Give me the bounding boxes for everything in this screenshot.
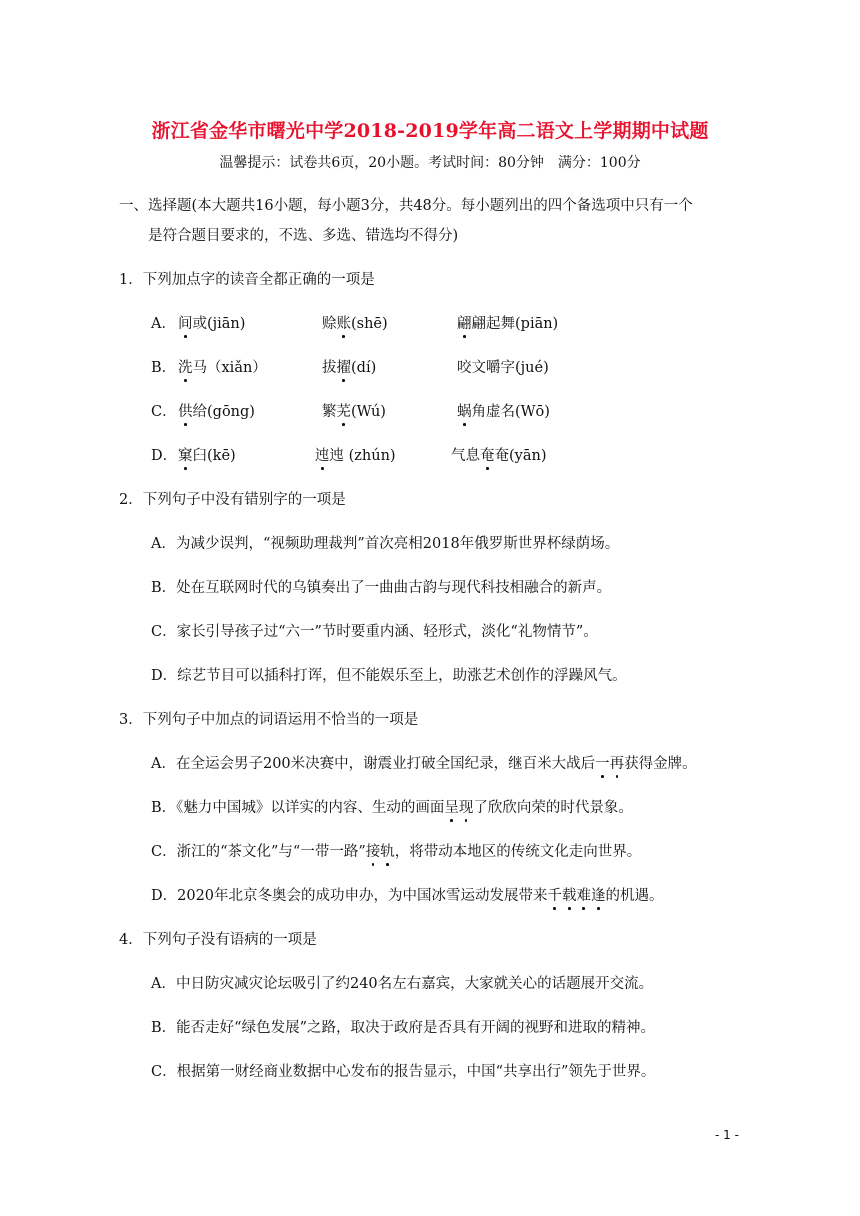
q1-a-label: A． <box>151 316 176 332</box>
dotted-char: 窠 <box>178 448 193 464</box>
text-run: 奄(yān) <box>494 448 547 464</box>
text-run: (Wú) <box>351 404 386 420</box>
q3-option-b <box>151 796 633 817</box>
dotted-char: 轨 <box>380 844 395 860</box>
text-run: D．2020年北京冬奥会的成功申办，为中国冰雪运动发展带来 <box>151 888 548 904</box>
q1-a-word3 <box>457 312 558 333</box>
text-run: 的机遇。 <box>605 888 664 904</box>
text-run: 翩起舞(piān) <box>471 316 559 332</box>
text-run: ，将带动本地区的传统文化走向世界。 <box>394 844 642 860</box>
dotted-char: 载 <box>562 888 577 904</box>
text-run: C．浙江的“茶文化”与“一带一路” <box>151 844 366 860</box>
q1-c-word3 <box>457 400 550 421</box>
text-run: 迍 (zhún) <box>329 448 396 464</box>
q2-stem: 2．下列句子中没有错别字的一项是 <box>119 492 346 508</box>
text-run: B．《魅力中国城》以详实的内容、生动的画面 <box>151 800 445 816</box>
q1-c-word2 <box>322 400 386 421</box>
q1-b-word3 <box>457 356 549 377</box>
q4-stem: 4．下列句子没有语病的一项是 <box>119 932 317 948</box>
dotted-char: 难 <box>576 888 592 904</box>
q1-b-word2 <box>322 356 376 377</box>
q2-option-d: D．综艺节目可以插科打诨，但不能娱乐至上，助涨艺术创作的浮躁风气。 <box>151 668 627 684</box>
q3-stem: 3．下列句子中加点的词语运用不恰当的一项是 <box>119 712 419 728</box>
dotted-char: 翩 <box>457 316 472 332</box>
dotted-char: 芜 <box>336 404 351 420</box>
exam-tip: 温馨提示：试卷共6页，20小题。考试时间：80分钟 满分：100分 <box>219 155 641 171</box>
text-run: 拔 <box>322 360 337 376</box>
q3-option-c <box>151 840 641 861</box>
text-run: (shē) <box>351 316 388 332</box>
text-run: 或(jiān) <box>192 316 246 332</box>
q1-d-word3 <box>451 444 547 465</box>
q1-a-word2 <box>322 312 388 333</box>
dotted-char: 擢 <box>336 360 351 376</box>
text-run: 马（xiǎn） <box>192 360 267 376</box>
q4-option-c: C．根据第一财经商业数据中心发布的报告显示，中国“共享出行”领先于世界。 <box>151 1064 656 1080</box>
text-run: 繁 <box>322 404 337 420</box>
q1-b-label: B． <box>151 360 177 376</box>
text-run: 角虚名(Wō) <box>471 404 550 420</box>
dotted-char: 间 <box>178 316 193 332</box>
q1-c-word1 <box>178 400 255 421</box>
q3-option-d <box>151 884 664 905</box>
text-run: (dí) <box>351 360 377 376</box>
text-run: 气息 <box>451 448 480 464</box>
q3-option-a <box>151 752 697 773</box>
dotted-char: 接 <box>365 844 381 860</box>
dotted-char: 现 <box>458 800 474 816</box>
q1-c-label: C． <box>151 404 177 420</box>
dotted-char: 逢 <box>591 888 606 904</box>
text-run: 赊 <box>322 316 337 332</box>
q4-option-a: A．中日防灾减灾论坛吸引了约240名左右嘉宾，大家就关心的话题展开交流。 <box>151 976 654 992</box>
section-heading-line1: 一、选择题(本大题共16小题，每小题3分，共48分。每小题列出的四个备选项中只有一个 <box>119 198 693 214</box>
dotted-char: 账 <box>336 316 351 332</box>
text-run: 了欣欣向荣的时代景象。 <box>473 800 633 816</box>
text-run: 获得金牌。 <box>624 756 697 772</box>
dotted-char: 呈 <box>444 800 459 816</box>
q1-d-word1 <box>178 444 236 465</box>
text-run: 咬文嚼字(jué) <box>457 360 549 376</box>
dotted-char: 千 <box>547 888 563 904</box>
dotted-char: 蜗 <box>457 404 472 420</box>
q1-d-label: D． <box>151 448 178 464</box>
dotted-char: 再 <box>609 756 625 772</box>
page-title: 浙江省金华市曙光中学2018-2019学年高二语文上学期期中试题 <box>151 120 709 142</box>
dotted-char: 一 <box>595 756 610 772</box>
q2-option-b: B．处在互联网时代的乌镇奏出了一曲曲古韵与现代科技相融合的新声。 <box>151 580 612 596</box>
q1-b-word1 <box>178 356 267 377</box>
text-run: A．在全运会男子200米决赛中，谢震业打破全国纪录，继百米大战后 <box>151 756 596 772</box>
q1-stem: 1．下列加点字的读音全都正确的一项是 <box>119 272 375 288</box>
page-number: - 1 - <box>715 1128 739 1142</box>
q1-d-word2 <box>315 444 396 465</box>
q1-a-word1 <box>178 312 245 333</box>
dotted-char: 供 <box>178 404 193 420</box>
dotted-char: 迍 <box>315 448 330 464</box>
dotted-char: 奄 <box>480 448 495 464</box>
dotted-char: 洗 <box>178 360 193 376</box>
q4-option-b: B．能否走好“绿色发展”之路，取决于政府是否具有开阔的视野和进取的精神。 <box>151 1020 655 1036</box>
text-run: 给(gōng) <box>192 404 255 420</box>
q2-option-a: A．为减少误判，“视频助理裁判”首次亮相2018年俄罗斯世界杯绿荫场。 <box>151 536 620 552</box>
section-heading-line2: 是符合题目要求的，不选、多选、错选均不得分) <box>148 228 459 244</box>
text-run: 臼(kē) <box>192 448 236 464</box>
q2-option-c: C．家长引导孩子过“六一”节时要重内涵、轻形式，淡化“礼物情节”。 <box>151 624 598 640</box>
